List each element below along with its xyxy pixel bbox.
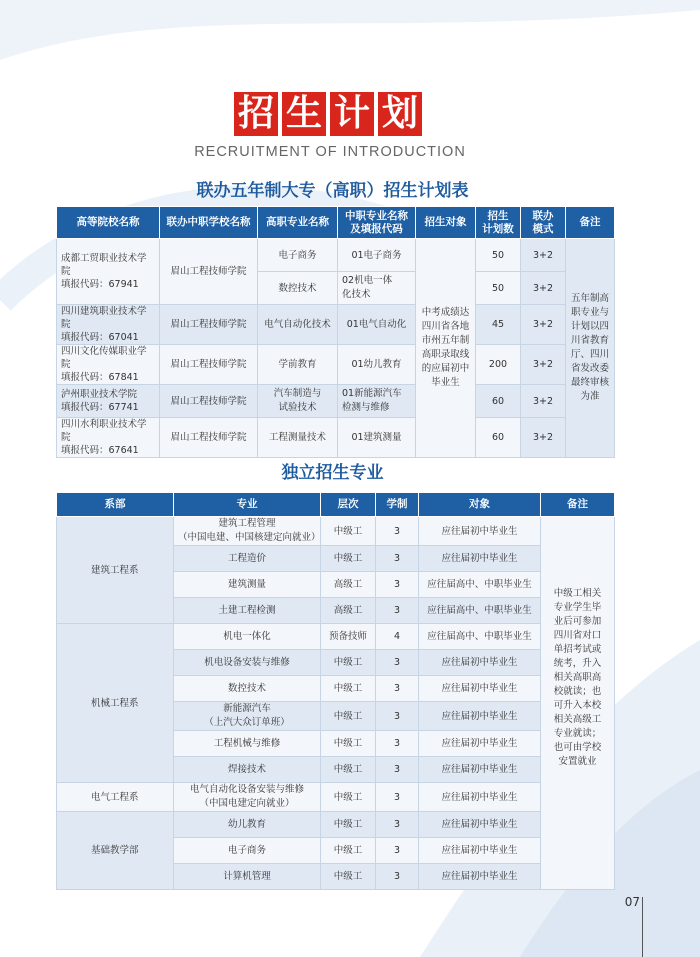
target-cell: 应往届初中毕业生 [419,702,541,731]
major-cell: 电气自动化设备安装与维修 （中国电建定向就业） [174,783,321,812]
major-cell: 新能源汽车 （上汽大众订单班） [174,702,321,731]
years-cell: 3 [376,812,419,838]
table-row [57,239,615,272]
header-dept: 系部 [57,493,174,517]
title-char: 招 [234,92,278,136]
major-cell: 工程造价 [174,546,321,572]
target-cell: 应往届高中、中职毕业生 [419,598,541,624]
sec-major: 01幼儿教育 [338,345,416,385]
major-cell: 机电一体化 [174,624,321,650]
header-years: 学制 [376,493,419,517]
years-cell: 4 [376,624,419,650]
years-cell: 3 [376,757,419,783]
college-cell [57,418,160,458]
page-subtitle: RECRUITMENT OF INTRODUCTION [194,144,466,160]
sec-major: 01新能源汽车 检测与维修 [338,385,416,418]
major-cell: 土建工程检测 [174,598,321,624]
plan-count: 60 [476,418,521,458]
target-cell: 应往届初中毕业生 [419,783,541,812]
years-cell: 3 [376,650,419,676]
college-name: 泸州职业技术学院 [61,389,138,400]
hv-major: 学前教育 [258,345,338,385]
plan-count: 50 [476,239,521,272]
major-cell: 建筑测量 [174,572,321,598]
joint-mode: 3+2 [521,239,566,272]
dept-cell: 建筑工程系 [57,517,174,624]
joint-mode: 3+2 [521,418,566,458]
college-cell [57,305,160,345]
college-code: 填报代码：67841 [61,372,139,383]
level-cell: 中级工 [321,676,376,702]
independent-program-table [56,492,615,890]
partner-school: 眉山工程技师学院 [160,305,258,345]
college-code: 填报代码：67041 [61,332,139,343]
hv-major: 电气自动化技术 [258,305,338,345]
major-cell: 电子商务 [174,838,321,864]
joint-program-table [56,206,615,458]
college-name: 四川文化传媒职业学院 [61,346,147,370]
target-cell: 应往届初中毕业生 [419,731,541,757]
joint-mode: 3+2 [521,345,566,385]
header-college: 高等院校名称 [57,207,160,239]
header-target: 对象 [419,493,541,517]
table1-header-row [57,207,615,239]
table-row [57,783,615,812]
college-name: 四川建筑职业技术学院 [61,306,147,330]
years-cell: 3 [376,838,419,864]
major-cell: 焊接技术 [174,757,321,783]
table2-header-row [57,493,615,517]
target-cell: 中考成绩达 四川省各地 市州五年制 高职录取线 的应届初中 毕业生 [416,239,476,458]
sec-major: 01建筑测量 [338,418,416,458]
table-row [57,624,615,650]
page-number: 07 [624,895,640,909]
table-row [57,517,615,546]
level-cell: 中级工 [321,864,376,890]
hv-major: 汽车制造与 试验技术 [258,385,338,418]
major-cell: 工程机械与维修 [174,731,321,757]
target-cell: 应往届高中、中职毕业生 [419,624,541,650]
header-note: 备注 [566,207,615,239]
partner-school: 眉山工程技师学院 [160,385,258,418]
level-cell: 中级工 [321,783,376,812]
major-cell: 建筑工程管理 （中国电建、中国核建定向就业） [174,517,321,546]
header-target: 招生对象 [416,207,476,239]
target-cell: 应往届初中毕业生 [419,864,541,890]
level-cell: 中级工 [321,731,376,757]
level-cell: 预备技师 [321,624,376,650]
title-char: 划 [378,92,422,136]
level-cell: 中级工 [321,838,376,864]
target-cell: 应往届初中毕业生 [419,812,541,838]
sec-major: 01电气自动化 [338,305,416,345]
college-code: 填报代码：67641 [61,445,139,456]
college-cell [57,385,160,418]
dept-cell: 机械工程系 [57,624,174,783]
note-cell: 中级工相关 专业学生毕 业后可参加 四川省对口 单招考试或 统考，升入 相关高职高 校就读；也 可升入本校 相关高级工 专业就读； 也可由学校 安置就业 [541,517,615,890]
header-note: 备注 [541,493,615,517]
plan-count: 45 [476,305,521,345]
table-row [57,812,615,838]
college-name: 四川水利职业技术学院 [61,419,147,443]
joint-mode: 3+2 [521,305,566,345]
level-cell: 高级工 [321,598,376,624]
target-cell: 应往届初中毕业生 [419,838,541,864]
table-row [57,305,615,345]
header-major: 专业 [174,493,321,517]
target-cell: 应往届初中毕业生 [419,650,541,676]
years-cell: 3 [376,572,419,598]
header-level: 层次 [321,493,376,517]
dept-cell: 基础教学部 [57,812,174,890]
years-cell: 3 [376,676,419,702]
level-cell: 中级工 [321,812,376,838]
level-cell: 中级工 [321,650,376,676]
page-title [234,92,422,136]
major-cell: 数控技术 [174,676,321,702]
years-cell: 3 [376,864,419,890]
years-cell: 3 [376,783,419,812]
sec-major: 02机电一体 化技术 [338,272,416,305]
header-mode: 联办 模式 [521,207,566,239]
partner-school: 眉山工程技师学院 [160,418,258,458]
level-cell: 高级工 [321,572,376,598]
joint-mode: 3+2 [521,385,566,418]
major-cell: 幼儿教育 [174,812,321,838]
plan-count: 200 [476,345,521,385]
level-cell: 中级工 [321,517,376,546]
table-row [57,345,615,385]
target-cell: 应往届初中毕业生 [419,546,541,572]
title-char: 计 [330,92,374,136]
dept-cell: 电气工程系 [57,783,174,812]
target-cell: 应往届高中、中职毕业生 [419,572,541,598]
table-row [57,418,615,458]
header-sec-major: 中职专业名称 及填报代码 [338,207,416,239]
partner-school: 眉山工程技师学院 [160,345,258,385]
table1-title: 联办五年制大专（高职）招生计划表 [196,181,469,201]
table-row [57,385,615,418]
partner-school: 眉山工程技师学院 [160,239,258,305]
major-cell: 计算机管理 [174,864,321,890]
level-cell: 中级工 [321,702,376,731]
plan-count: 50 [476,272,521,305]
header-partner: 联办中职学校名称 [160,207,258,239]
title-char: 生 [282,92,326,136]
college-cell [57,239,160,305]
college-code: 填报代码：67941 [61,279,139,290]
college-name: 成都工贸职业技术学院 [61,253,147,277]
target-cell: 应往届初中毕业生 [419,757,541,783]
hv-major: 电子商务 [258,239,338,272]
level-cell: 中级工 [321,546,376,572]
sec-major: 01电子商务 [338,239,416,272]
target-cell: 应往届初中毕业生 [419,517,541,546]
college-code: 填报代码：67741 [61,402,139,413]
plan-count: 60 [476,385,521,418]
note-cell: 五年制高 职专业与 计划以四 川省教育 厅、四川 省发改委 最终审核 为准 [566,239,615,458]
header-count: 招生 计划数 [476,207,521,239]
joint-mode: 3+2 [521,272,566,305]
hv-major: 工程测量技术 [258,418,338,458]
level-cell: 中级工 [321,757,376,783]
years-cell: 3 [376,546,419,572]
major-cell: 机电设备安装与维修 [174,650,321,676]
table2-title: 独立招生专业 [281,463,384,483]
header-hv-major: 高职专业名称 [258,207,338,239]
years-cell: 3 [376,702,419,731]
years-cell: 3 [376,598,419,624]
hv-major: 数控技术 [258,272,338,305]
target-cell: 应往届初中毕业生 [419,676,541,702]
page-divider [642,897,643,957]
college-cell [57,345,160,385]
years-cell: 3 [376,731,419,757]
years-cell: 3 [376,517,419,546]
